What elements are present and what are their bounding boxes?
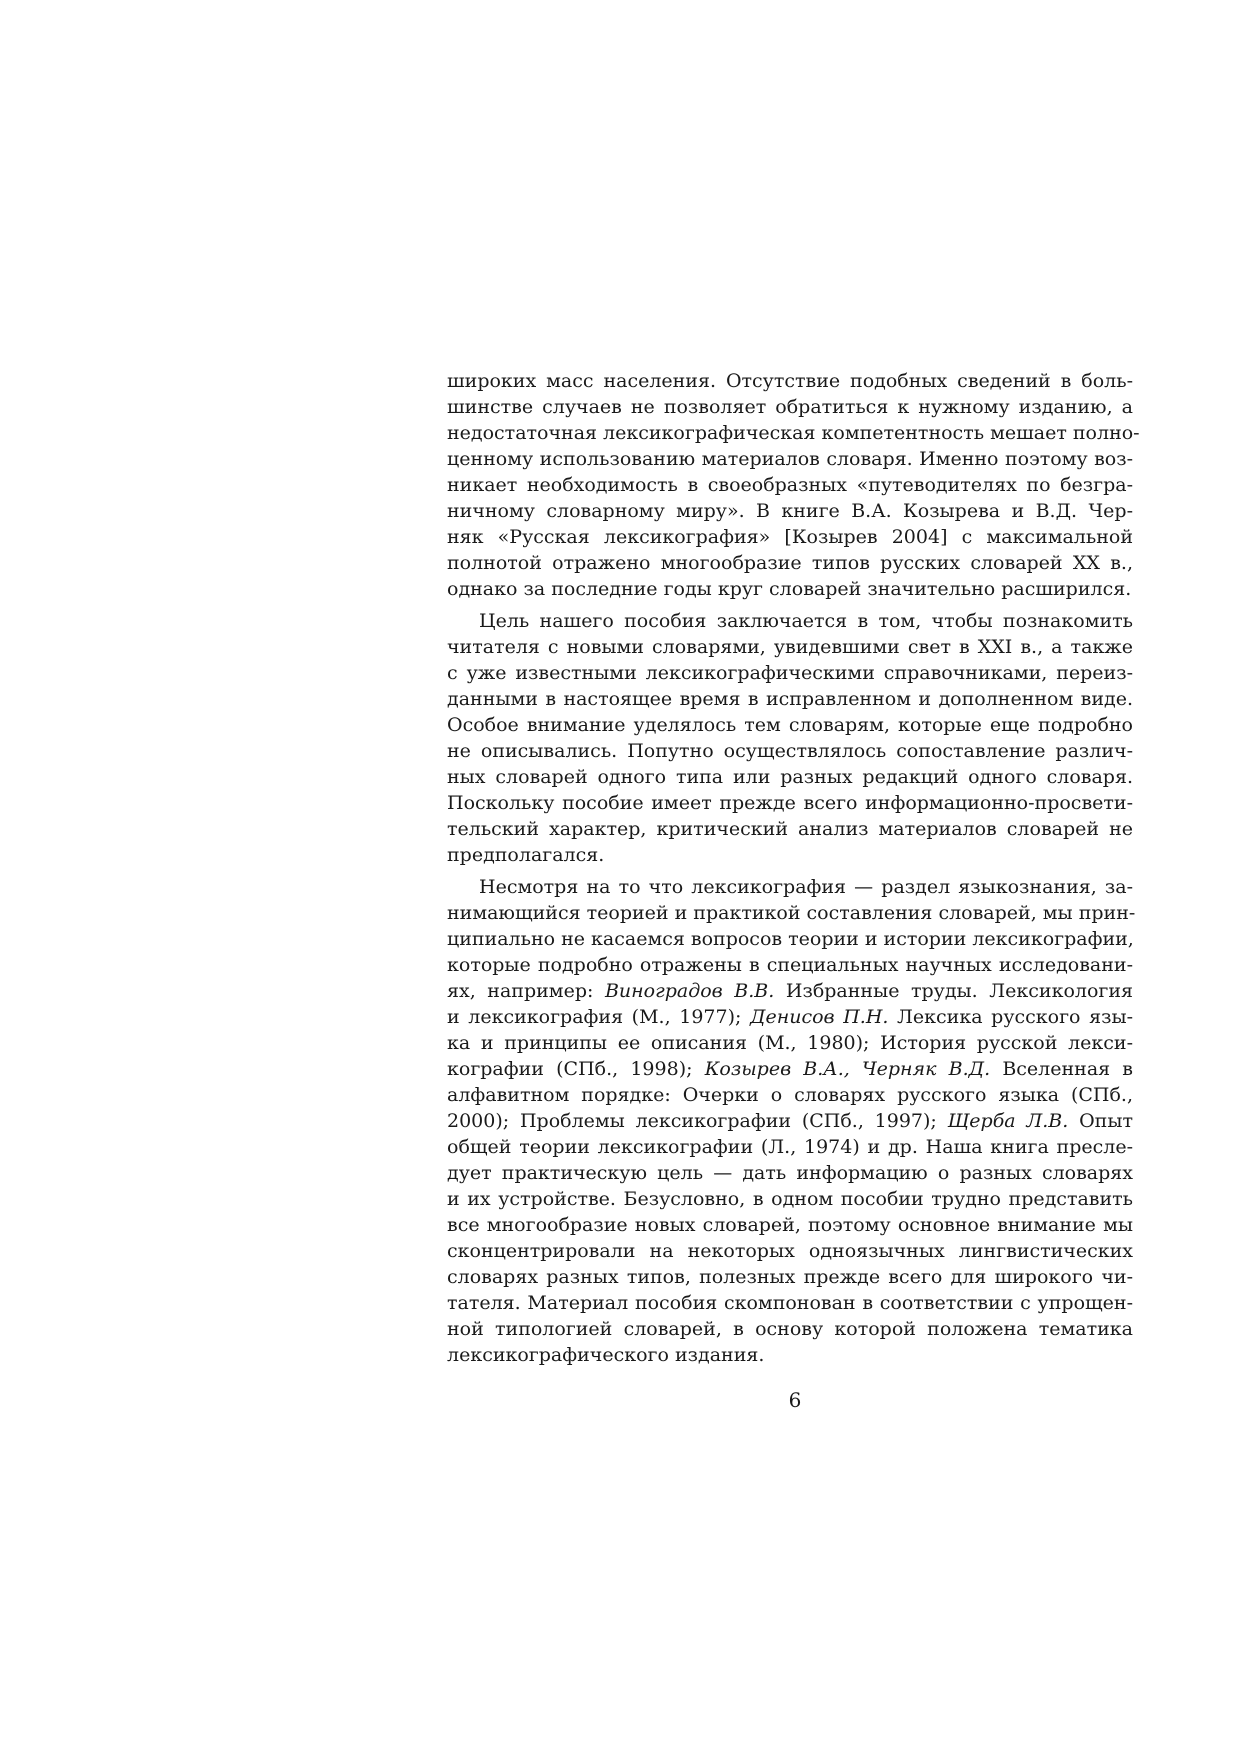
text-segment: и их устройстве. Безусловно, в одном пособии трудно представить	[447, 1188, 1133, 1210]
text-segment: Цель нашего пособия заключается в том, чтобы познакомить	[479, 610, 1133, 632]
text-segment: алфавитном порядке: Очерки о словарях русского языка (СПб.,	[447, 1084, 1133, 1106]
text-line	[447, 1056, 1133, 1082]
text-segment: все многообразие новых словарей, поэтому основное внимание мы	[447, 1214, 1133, 1236]
text-line	[447, 874, 1133, 900]
text-segment: полнотой отражено многообразие типов русских словарей XX в.,	[447, 552, 1133, 574]
text-segment: однако за последние годы круг словарей значительно расширился.	[447, 578, 1132, 600]
text-segment: недостаточная лексикографическая компетентность мешает полно-	[447, 422, 1140, 444]
text-segment: лексикографического издания.	[447, 1344, 765, 1366]
text-line	[447, 1290, 1133, 1316]
text-line	[447, 1160, 1133, 1186]
text-line	[447, 1342, 1133, 1368]
text-line	[447, 1108, 1133, 1134]
text-segment: ничному словарному миру». В книге В.А. Козырева и В.Д. Чер-	[447, 500, 1133, 522]
text-segment: ях, например:	[447, 980, 605, 1002]
text-segment: тельский характер, критический анализ материалов словарей не	[447, 818, 1133, 840]
text-line	[447, 1212, 1133, 1238]
text-line	[447, 1316, 1133, 1342]
text-line	[447, 816, 1133, 842]
text-line	[447, 1082, 1133, 1108]
text-line	[447, 900, 1136, 926]
text-segment: нимающийся теорией и практикой составления словарей, мы прин-	[447, 902, 1136, 924]
text-segment: Несмотря на то что лексикография — раздел языкознания, за-	[479, 876, 1133, 898]
text-segment: которые подробно отражены в специальных научных исследовани-	[447, 954, 1133, 976]
text-line	[447, 764, 1133, 790]
page-number: 6	[788, 1388, 802, 1412]
text-line	[447, 926, 1133, 952]
text-line	[447, 660, 1133, 686]
text-segment: предполагался.	[447, 844, 605, 866]
text-segment: Поскольку пособие имеет прежде всего информационно-просвети-	[447, 792, 1133, 814]
text-segment: кографии (СПб., 1998);	[447, 1058, 705, 1080]
paragraph	[447, 608, 1133, 868]
text-segment: словарях разных типов, полезных прежде всего для широкого чи-	[447, 1266, 1133, 1288]
text-segment: Лексика русского язы-	[888, 1006, 1133, 1028]
text-line	[447, 472, 1133, 498]
text-segment: ных словарей одного типа или разных редакций одного словаря.	[447, 766, 1133, 788]
text-segment: данными в настоящее время в исправленном и дополненном виде.	[447, 688, 1133, 710]
text-segment: шинстве случаев не позволяет обратиться к нужному изданию, а	[447, 396, 1133, 418]
text-segment: никает необходимость в своеобразных «путеводителях по безгра-	[447, 474, 1133, 496]
text-segment: ка и принципы ее описания (М., 1980); История русской лекси-	[447, 1032, 1133, 1054]
text-line	[447, 686, 1133, 712]
text-segment: сконцентрировали на некоторых одноязычных лингвистических	[447, 1240, 1133, 1262]
text-line	[447, 634, 1133, 660]
text-segment: и лексикография (М., 1977);	[447, 1006, 751, 1028]
text-line	[447, 368, 1133, 394]
text-segment: читателя с новыми словарями, увидевшими свет в XXI в., а также	[447, 636, 1133, 658]
author-name-italic: Щерба Л.В.	[947, 1110, 1069, 1132]
text-segment: широких масс населения. Отсутствие подобных сведений в боль-	[447, 370, 1133, 392]
text-segment: 2000); Проблемы лексикографии (СПб., 1997);	[447, 1110, 948, 1132]
text-line	[447, 576, 1133, 602]
text-line	[447, 790, 1133, 816]
text-line	[447, 608, 1133, 634]
text-segment: не описывались. Попутно осуществлялось сопоставление различ-	[447, 740, 1133, 762]
text-line	[447, 550, 1133, 576]
text-segment: Опыт	[1068, 1110, 1133, 1132]
text-segment: Избранные труды. Лексикология	[774, 980, 1133, 1002]
text-line	[447, 842, 1133, 868]
text-line	[447, 1238, 1133, 1264]
text-line	[447, 978, 1133, 1004]
text-line	[447, 712, 1133, 738]
text-line	[447, 524, 1133, 550]
text-line	[447, 1030, 1133, 1056]
body-text	[447, 368, 1140, 1368]
text-segment: Особое внимание уделялось тем словарям, которые еще подробно	[447, 714, 1133, 736]
text-segment: няк «Русская лексикография» [Козырев 2004] с максимальной	[447, 526, 1133, 548]
text-segment: общей теории лексикографии (Л., 1974) и др. Наша книга пресле-	[447, 1136, 1133, 1158]
text-line	[447, 446, 1133, 472]
text-segment: дует практическую цель — дать информацию о разных словарях	[447, 1162, 1133, 1184]
text-line	[447, 738, 1133, 764]
text-line	[447, 394, 1133, 420]
text-line	[447, 1134, 1133, 1160]
paragraph	[447, 874, 1136, 1368]
text-line	[447, 1004, 1133, 1030]
text-line	[447, 952, 1133, 978]
text-segment: ценному использованию материалов словаря. Именно поэтому воз-	[447, 448, 1133, 470]
author-name-italic: Виноградов В.В.	[604, 980, 775, 1002]
text-line	[447, 1186, 1133, 1212]
author-name-italic: Денисов П.Н.	[750, 1006, 889, 1028]
author-name-italic: Козырев В.А., Черняк В.Д.	[704, 1058, 991, 1080]
text-segment: ной типологией словарей, в основу которой положена тематика	[447, 1318, 1133, 1340]
text-segment: с уже известными лексикографическими справочниками, переиз-	[447, 662, 1133, 684]
text-line	[447, 420, 1140, 446]
paragraph	[447, 368, 1140, 602]
text-line	[447, 1264, 1133, 1290]
text-segment: Вселенная в	[990, 1058, 1134, 1080]
text-line	[447, 498, 1133, 524]
text-segment: ципиально не касаемся вопросов теории и истории лексикографии,	[447, 928, 1134, 950]
text-segment: тателя. Материал пособия скомпонован в соответствии с упрощен-	[447, 1292, 1133, 1314]
